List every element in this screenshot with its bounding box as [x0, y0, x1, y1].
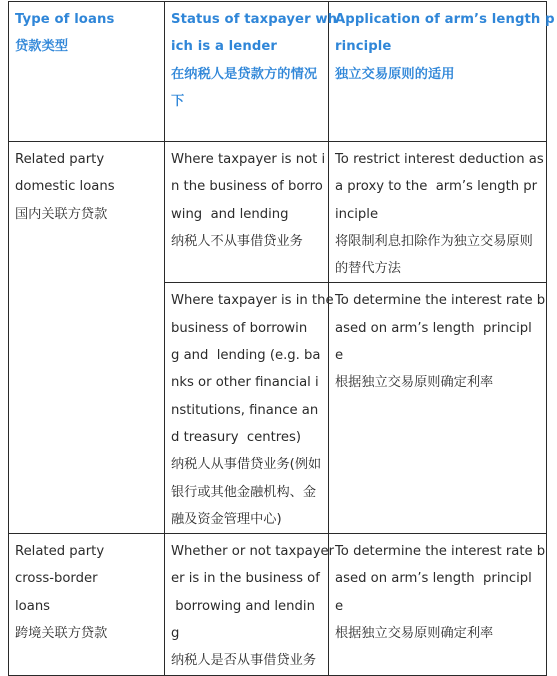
cell-text-line: nstitutions, finance an: [171, 402, 319, 418]
cell-text-line: 的替代方法: [335, 261, 401, 277]
cell-text-line: 将限制利息扣除作为独立交易原则: [335, 233, 533, 249]
table-row: [9, 142, 547, 283]
cell-text-line: a proxy to the arm’s length pr: [335, 179, 538, 195]
header-type-of-loans: [9, 2, 165, 142]
loan-table: [8, 1, 555, 676]
cell-text-line: cross-border: [15, 571, 98, 587]
cell-text-line: domestic loans: [15, 179, 115, 195]
header-text-line: Type of loans: [15, 12, 115, 27]
cell-text-line: g: [171, 626, 180, 642]
cell-loan-type-domestic: [9, 142, 165, 534]
cell-text-line: 纳税人从事借贷业务(例如: [171, 457, 322, 473]
cell-text-line: 纳税人是否从事借贷业务: [171, 653, 317, 669]
cell-application-determine-rate: [329, 283, 547, 534]
cell-text-line: inciple: [335, 206, 379, 222]
cell-text-line: ased on arm’s length principl: [335, 320, 532, 336]
header-taxpayer-status: [165, 2, 338, 142]
cell-text-line: To restrict interest deduction as: [335, 152, 544, 167]
cell-text-line: 根据独立交易原则确定利率: [335, 626, 494, 642]
cell-text-line: g and lending (e.g. ba: [171, 348, 321, 364]
header-text-line: 独立交易原则的适用: [335, 66, 455, 82]
cell-text-line: e: [335, 598, 344, 614]
cell-text-line: business of borrowin: [171, 320, 308, 336]
cell-text-line: Where taxpayer is not i: [171, 152, 326, 167]
cell-text-line: ased on arm’s length principl: [335, 571, 532, 587]
header-text-line: 在纳税人是贷款方的情况: [171, 66, 318, 82]
cell-application-determine-rate-cross-border: [329, 534, 547, 676]
cell-text-line: d treasury centres): [171, 429, 302, 445]
cell-status-lender: [165, 283, 334, 534]
cell-text-line: n the business of borro: [171, 179, 323, 195]
cell-status-not-lender: [165, 142, 329, 283]
cell-text-line: Related party: [15, 152, 105, 167]
cell-application-restrict-deduction: [329, 142, 547, 283]
header-text-line: rinciple: [335, 39, 392, 55]
cell-text-line: 银行或其他金融机构、金: [171, 484, 317, 500]
cell-text-line: 根据独立交易原则确定利率: [335, 375, 494, 391]
cell-text-line: 国内关联方贷款: [15, 206, 108, 222]
table-row: [9, 534, 547, 676]
cell-text-line: nks or other financial i: [171, 375, 319, 391]
header-text-line: 贷款类型: [15, 39, 69, 55]
cell-loan-type-cross-border: [9, 534, 165, 676]
header-text-line: Application of arm’s length p: [335, 12, 555, 27]
cell-text-line: To determine the interest rate b: [335, 293, 546, 309]
table-header-row: [9, 2, 547, 142]
cell-text-line: Related party: [15, 544, 105, 560]
cell-text-line: loans: [15, 598, 51, 614]
header-text-line: 下: [171, 93, 185, 109]
cell-text-line: 纳税人不从事借贷业务: [171, 233, 303, 249]
cell-text-line: er is in the business of: [171, 571, 320, 587]
header-arms-length-application: [329, 2, 555, 142]
cell-status-either: [165, 534, 335, 676]
cell-text-line: Where taxpayer is in the: [171, 293, 334, 309]
cell-text-line: 跨境关联方贷款: [15, 626, 108, 642]
header-text-line: ich is a lender: [171, 39, 278, 55]
cell-text-line: To determine the interest rate b: [335, 544, 546, 560]
cell-text-line: e: [335, 348, 344, 364]
cell-text-line: Whether or not taxpayer: [171, 544, 335, 560]
cell-text-line: borrowing and lendin: [171, 598, 315, 614]
header-text-line: Status of taxpayer wh: [171, 12, 338, 27]
cell-text-line: 融及资金管理中心): [171, 511, 282, 527]
cell-text-line: wing and lending: [171, 206, 289, 222]
